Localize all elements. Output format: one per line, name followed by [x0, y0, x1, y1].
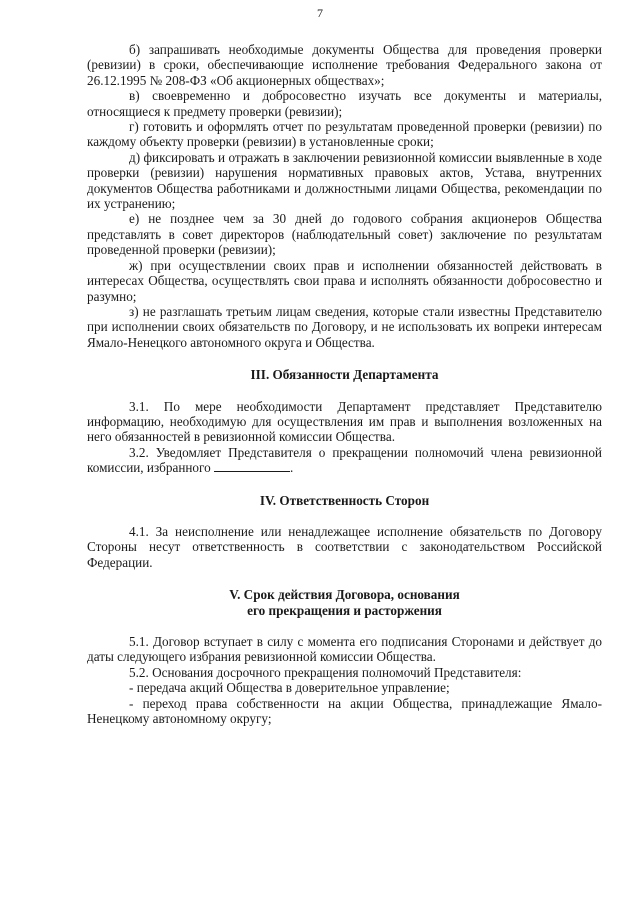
fill-in-blank	[214, 460, 290, 472]
clause-4-1: 4.1. За неисполнение или ненадлежащее исполнение обязательств по Договору Стороны несут ответственность в соответствии с законодательством Российской Федерации.	[87, 523, 602, 570]
item-zh: ж) при осуществлении своих прав и исполнении обязанностей действовать в интересах Общества, осуществлять свои права и исполнять обязанности добросовестно и разумно;	[87, 257, 602, 304]
clause-5-2-item-1: - передача акций Общества в доверительное управление;	[129, 680, 450, 696]
item-d: д) фиксировать и отражать в заключении ревизионной комиссии выявленные в ходе проверки (ревизии) нарушения нормативных правовых актов, Устава, внутренних документов Общества работниками и должностными лицами Общества, рекомендации по их устранению;	[87, 149, 602, 212]
page-number: 7	[317, 6, 323, 20]
clause-3-1: 3.1. По мере необходимости Департамент представляет Представителю информацию, необходимую для осуществления им прав и выполнения возложенных на него обязанностей в ревизионной комиссии Общества.	[87, 398, 602, 445]
section-5-title-line-1: V. Срок действия Договора, основания	[229, 587, 460, 603]
item-e: е) не позднее чем за 30 дней до годового собрания акционеров Общества представлять в совет директоров (наблюдательный совет) заключение по результатам проведенной проверки (ревизии);	[87, 211, 602, 258]
clause-3-2	[87, 445, 602, 476]
item-b: б) запрашивать необходимые документы Общества для проведения проверки (ревизии) в сроки, обеспечивающие исполнение требования Федерального закона от 26.12.1995 № 208-ФЗ «Об акционерных обществах»;	[87, 42, 602, 88]
item-g: г) готовить и оформлять отчет по результатам проведенной проверки (ревизии) по каждому объекту проверки (ревизии) в установленные сроки;	[87, 119, 602, 150]
section-4-title: IV. Ответственность Сторон	[259, 492, 430, 508]
clause-5-2: 5.2. Основания досрочного прекращения полномочий Представителя:	[129, 664, 522, 680]
page-content	[87, 0, 602, 726]
clause-3-2-text: 3.2. Уведомляет Представителя о прекращении полномочий члена ревизионной комиссии, избранного	[87, 444, 602, 476]
clause-5-1: 5.1. Договор вступает в силу с момента его подписания Сторонами и действует до даты следующего избрания ревизионной комиссии Общества.	[87, 634, 602, 665]
clause-3-2-end: .	[290, 460, 294, 476]
clause-5-2-item-2: - переход права собственности на акции Общества, принадлежащие Ямало-Ненецкому автономному округу;	[87, 695, 602, 727]
section-5-title-line-2: его прекращения и расторжения	[247, 602, 442, 618]
section-3-title: III. Обязанности Департамента	[250, 367, 439, 383]
item-v: в) своевременно и добросовестно изучать все документы и материалы, относящиеся к предмету проверки (ревизии);	[87, 88, 602, 119]
item-z: з) не разглашать третьим лицам сведения, которые стали известны Представителю при исполнении своих обязательств по Договору, и не использовать их вопреки интересам Ямало-Ненецкого автономного округа и Общества.	[87, 303, 602, 350]
